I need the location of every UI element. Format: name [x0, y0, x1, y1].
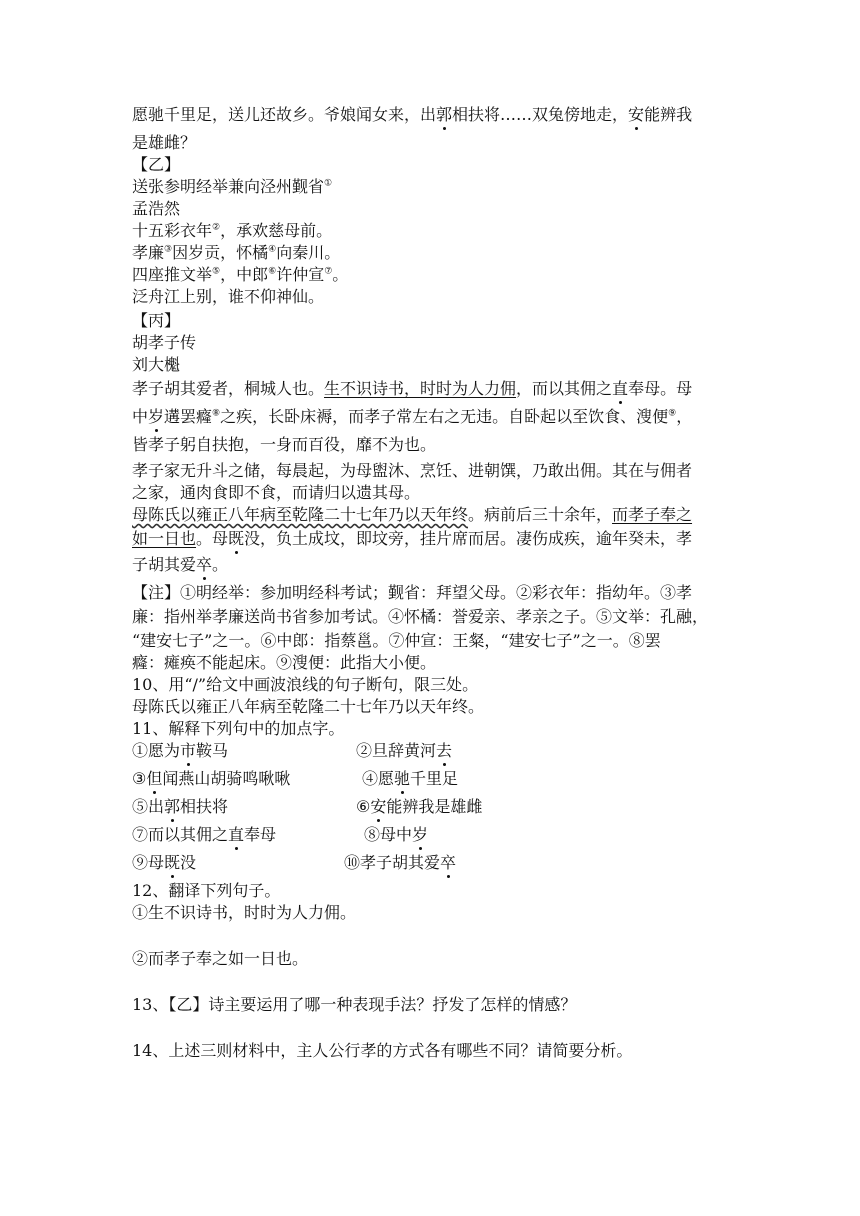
dotted-char: 卒 [196, 555, 213, 574]
dotted-char: 直 [228, 825, 245, 844]
text: 能辨我 [644, 105, 693, 124]
text: 孝子胡其爱者，桐城人也。 [132, 379, 325, 398]
footnote-mark: ③ [164, 244, 173, 255]
text: 中 [132, 407, 149, 426]
underlined-text: 生不识诗书，时时为人力佣 [324, 379, 517, 398]
text: 奉母。母 [628, 379, 693, 398]
note-line: 【注】①明经举：参加明经科考试；觐省：拜望父母。②彩衣年：指幼年。③孝 [132, 583, 693, 602]
poem-line [132, 220, 732, 242]
question-12-item-2: ②而孝子奉之如一日也。 [132, 949, 309, 968]
item-6 [356, 796, 482, 818]
text: 十五彩衣年 [132, 221, 213, 240]
text-line [132, 528, 732, 550]
text-line [132, 554, 732, 576]
text: 愿驰千里足，送儿还故乡。爷娘闻女来，出 [132, 105, 437, 124]
text: 没，负土成坟，即坟旁，挂片席而居。凄伤成疾，逾年癸未，孝 [244, 529, 693, 548]
text: 四座推文举 [132, 265, 213, 284]
footnote-mark: ⑦ [324, 266, 333, 277]
text-line: 皆孝子躬自扶抱，一身而百役，靡不为也。 [132, 435, 437, 454]
dotted-char: 直 [612, 379, 629, 398]
text: ⑤出 [132, 797, 165, 816]
text: ，中郎 [220, 265, 269, 284]
dotted-char: 郭 [164, 797, 181, 816]
question-13: 13、【乙】诗主要运用了哪一种表现手法？抒发了怎样的情感？ [132, 995, 577, 1014]
text: ⑦而以其佣之 [132, 825, 229, 844]
text: 向秦川。 [276, 243, 341, 262]
text-line: 是雄雌？ [132, 133, 197, 152]
dotted-char: 去 [436, 741, 453, 760]
item-3 [132, 769, 290, 788]
text-line [132, 378, 732, 400]
text-line [132, 504, 732, 526]
dotted-char: 但 [146, 769, 163, 788]
text: ，承欢慈母前。 [220, 221, 333, 240]
text-line: 孝子家无升斗之储，每晨起，为母盥沐、烹饪、进朝馔，乃敢出佣。其在与佣者 [132, 461, 693, 480]
text-line: 之家，通肉食即不食，而请归以遗其母。 [132, 483, 421, 502]
text: 。母 [196, 529, 229, 548]
text: ， [676, 407, 693, 426]
text: ⑥ [356, 797, 371, 816]
item-row [132, 740, 732, 762]
text-line [132, 104, 732, 126]
question-12-item-1: ①生不识诗书，时时为人力佣。 [132, 903, 357, 922]
note-line: “建安七子”之一。⑥中郎：指蔡邕。⑦仲宣：王粲，“建安七子”之一。⑧罢 [132, 631, 661, 650]
text: 相扶将 [180, 797, 229, 816]
dotted-char: 驰 [394, 769, 411, 788]
essay-title: 胡孝子传 [132, 333, 197, 352]
poem-line [132, 264, 732, 286]
text: ⑧母中 [364, 825, 413, 844]
text: 千里足 [410, 769, 459, 788]
text: 奉母 [244, 825, 277, 844]
note-line: 廉：指州举孝廉送尚书省参加考试。④怀橘：誉爱亲、孝亲之子。⑤文举：孔融， [132, 607, 709, 626]
text: 。 [212, 555, 229, 574]
text: 送张参明经举兼向泾州觐省 [132, 177, 325, 196]
item-1 [132, 741, 228, 760]
poem-title [132, 176, 732, 198]
poet-name: 孟浩然 [132, 199, 181, 218]
question-11: 11、解释下列句中的加点字。 [132, 719, 345, 738]
item-row [132, 796, 732, 818]
dotted-char: 郭 [436, 105, 453, 124]
underlined-text: 如一日也 [132, 529, 197, 548]
item-row [132, 768, 732, 790]
dotted-char: 既 [164, 853, 181, 872]
dotted-char: 卒 [440, 853, 457, 872]
item-row [132, 824, 732, 846]
text: ，而以其佣之 [516, 379, 613, 398]
item-5 [132, 797, 228, 816]
item-2 [356, 740, 452, 762]
question-14: 14、上述三则材料中，主人公行孝的方式各有哪些不同？请简要分析。 [132, 1041, 633, 1060]
text: ④愿 [362, 769, 395, 788]
dotted-char: 岁 [412, 825, 429, 844]
text: 鞍马 [196, 741, 229, 760]
text: 子胡其爱 [132, 555, 197, 574]
dotted-char: 市 [180, 741, 197, 760]
footnote-mark: ② [212, 222, 221, 233]
footnote-mark: ⑧ [212, 408, 221, 419]
author-name: 刘大櫆 [132, 355, 181, 374]
item-9 [132, 853, 196, 872]
text: 。 [332, 265, 349, 284]
text: 因岁贡，怀橘 [172, 243, 269, 262]
footnote-mark: ⑨ [668, 408, 677, 419]
item-4 [362, 768, 458, 790]
poem-line [132, 242, 732, 264]
text: ⑨母 [132, 853, 165, 872]
question-12: 12、翻译下列句子。 [132, 881, 281, 900]
text: 闻燕山胡骑鸣啾啾 [162, 769, 291, 788]
section-heading-bing: 【丙】 [132, 311, 181, 330]
text: 相扶将……双兔傍地走， [452, 105, 629, 124]
dotted-char: 安 [628, 105, 645, 124]
text: 能辨我是雄雌 [386, 797, 483, 816]
wavy-underlined-sentence: 母陈氏以雍正八年病至乾隆二十七年乃以天年终 [132, 505, 469, 524]
footnote-mark: ① [324, 178, 333, 189]
text: 。病前后三十余年， [468, 505, 613, 524]
text: 之疾，长卧床褥，而孝子常左右之无违。自卧起以至饮食、溲便 [220, 407, 669, 426]
section-heading-yi: 【乙】 [132, 155, 181, 174]
text: ①愿为 [132, 741, 181, 760]
footnote-mark: ⑥ [268, 266, 277, 277]
underlined-text: 而孝子奉之 [612, 505, 693, 524]
text: ⑩孝子胡其爱 [344, 853, 441, 872]
footnote-mark: ⑤ [212, 266, 221, 277]
dotted-char: 既 [228, 529, 245, 548]
dotted-char: 岁 [148, 407, 165, 426]
item-7 [132, 825, 276, 844]
note-line: 癃：瘫痪不能起床。⑨溲便：此指大小便。 [132, 653, 437, 672]
question-10-sentence: 母陈氏以雍正八年病至乾隆二十七年乃以天年终。 [132, 697, 485, 716]
text: 遘罢癃 [164, 407, 213, 426]
dotted-char: 安 [370, 797, 387, 816]
text: 许仲宣 [276, 265, 325, 284]
text-line [132, 406, 732, 428]
item-8 [364, 824, 428, 846]
text: 孝廉 [132, 243, 165, 262]
footnote-mark: ④ [268, 244, 277, 255]
text: 没 [180, 853, 197, 872]
question-10: 10、用“/”给文中画波浪线的句子断句，限三处。 [132, 675, 479, 694]
text: ②旦辞黄河 [356, 741, 437, 760]
text: ③ [132, 769, 147, 788]
item-10 [344, 852, 456, 874]
item-row [132, 852, 732, 874]
poem-line: 泛舟江上别，谁不仰神仙。 [132, 287, 325, 306]
